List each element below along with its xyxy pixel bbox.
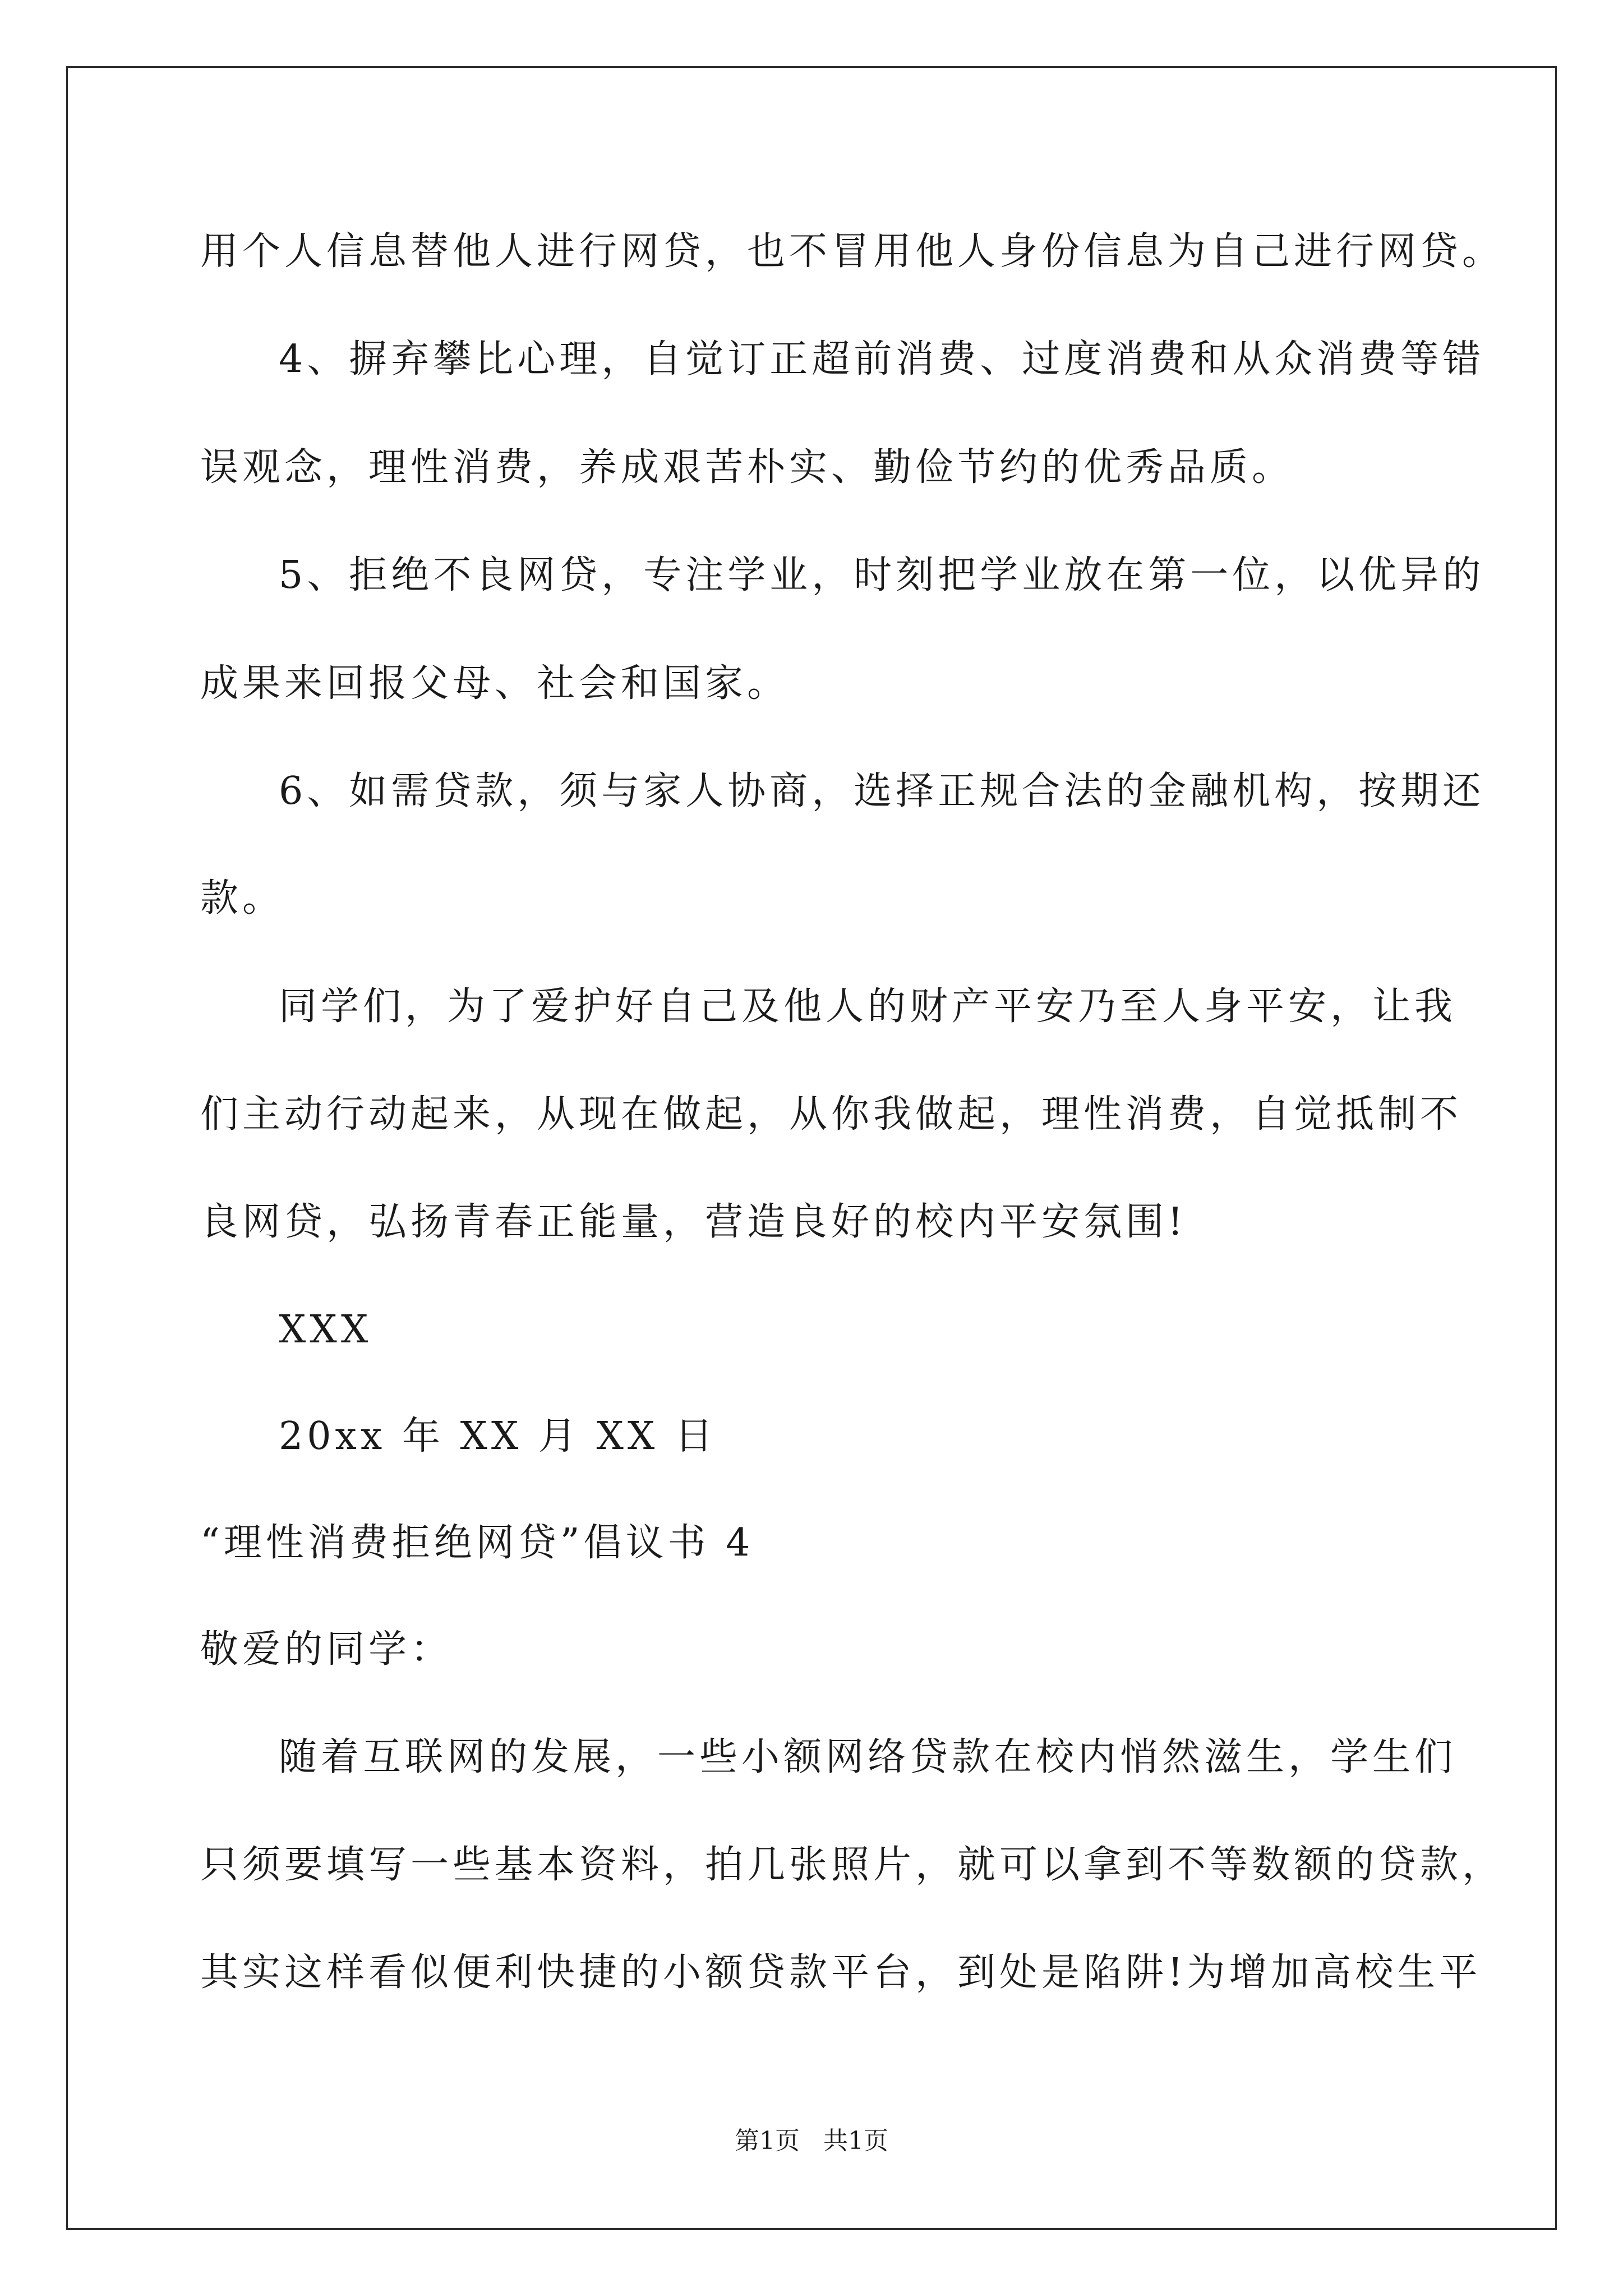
paragraph-line: 良网贷，弘扬青春正能量，营造良好的校内平安氛围! — [200, 1200, 1187, 1244]
paragraph-line: 5、拒绝不良网贷，专注学业，时刻把学业放在第一位，以优异的 — [279, 553, 1485, 597]
salutation: 敬爱的同学： — [200, 1627, 453, 1672]
paragraph-line: 们主动行动起来，从现在做起，从你我做起，理性消费，自觉抵制不 — [200, 1092, 1463, 1137]
signature: XXX — [279, 1308, 372, 1352]
paragraph-line: 同学们，为了爱护好自己及他人的财产平安乃至人身平安，让我 — [279, 984, 1457, 1029]
paragraph-line: 只须要填写一些基本资料，拍几张照片，就可以拿到不等数额的贷款， — [200, 1843, 1505, 1887]
paragraph-line: 4、摒弃攀比心理，自觉订正超前消费、过度消费和从众消费等错 — [279, 337, 1485, 381]
paragraph-line: 6、如需贷款，须与家人协商，选择正规合法的金融机构，按期还 — [279, 769, 1485, 813]
paragraph-line: 款。 — [200, 876, 285, 921]
section-title: “理性消费拒绝网贷”倡议书 4 — [200, 1521, 754, 1565]
page-border — [66, 66, 1557, 2230]
paragraph-line: 成果来回报父母、社会和国家。 — [200, 661, 790, 706]
paragraph-line: 其实这样看似便利快捷的小额贷款平台，到处是陷阱!为增加高校生平 — [200, 1950, 1482, 1995]
paragraph-line: 误观念，理性消费，养成艰苦朴实、勤俭节约的优秀品质。 — [200, 445, 1294, 490]
date-line: 20xx 年 XX 月 XX 日 — [279, 1414, 717, 1458]
paragraph-line: 用个人信息替他人进行网贷，也不冒用他人身份信息为自己进行网贷。 — [200, 229, 1505, 274]
page-footer: 第1页 共1页 — [735, 2127, 888, 2155]
paragraph-line: 随着互联网的发展，一些小额网络贷款在校内悄然滋生，学生们 — [279, 1735, 1457, 1779]
